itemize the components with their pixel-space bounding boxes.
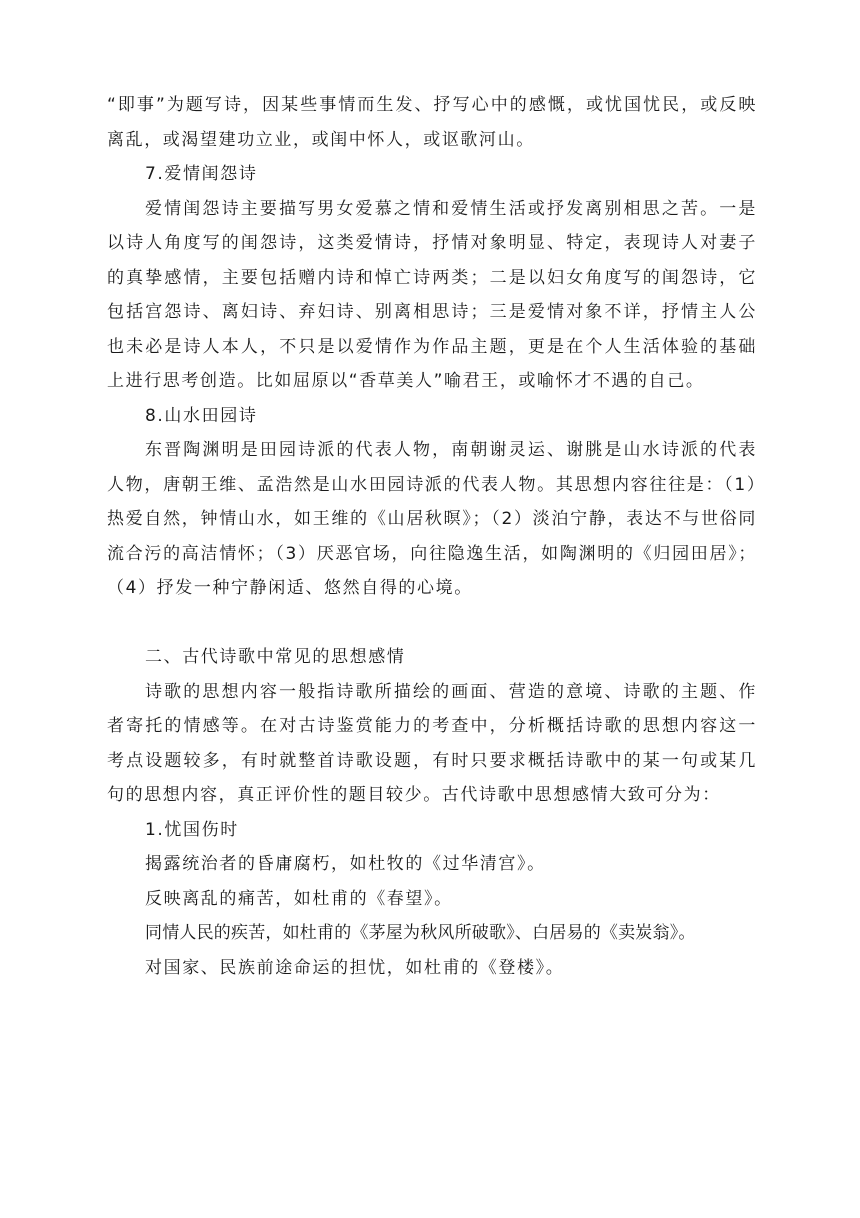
heading-love-poems: 7.爱情闺怨诗 [145,164,258,184]
paragraph-example-3: 同情人民的疾苦，如杜甫的《茅屋为秋风所破歌》、白居易的《卖炭翁》。 [145,923,696,943]
document-body [107,88,757,985]
paragraph-example-4: 对国家、民族前途命运的担忧，如杜甫的《登楼》。 [145,957,565,978]
section-heading-emotions: 二、古代诗歌中常见的思想感情 [145,647,406,667]
paragraph-example-2: 反映离乱的痛苦，如杜甫的《春望》。 [145,888,453,909]
heading-patriotism: 1.忧国伤时 [145,819,239,840]
paragraph-emotions-intro: 诗歌的思想内容一般指诗歌所描绘的画面、营造的意境、诗歌的主题、作者寄托的情感等。在对古诗鉴赏能力的考查中，分析概括诗歌的思想内容这一考点设题较多，有时就整首诗歌设题，有时只要求概括诗歌中的某一句或某几句的思想内容，真正评价性的题目较少。古代诗歌中思想感情大致可分为： [107,681,757,805]
paragraph-jishi: “即事”为题写诗，因某些事情而生发、抒写心中的感慨，或忧国忧民，或反映离乱，或渴望建功立业，或闺中怀人，或讴歌河山。 [107,95,757,150]
paragraph-landscape-poems: 东晋陶渊明是田园诗派的代表人物，南朝谢灵运、谢朓是山水诗派的代表人物，唐朝王维、孟浩然是山水田园诗派的代表人物。其思想内容往往是：（1）热爱自然，钟情山水，如王维的《山居秋暝》；（2）淡泊宁静，表达不与世俗同流合污的高洁情怀；（3）厌恶官场，向往隐逸生活，如陶渊明的《归园田居》；（4）抒发一种宁静闲适、悠然自得的心境。 [107,440,757,598]
paragraph-example-1: 揭露统治者的昏庸腐朽，如杜牧的《过华清宫》。 [145,854,546,874]
blank-line [107,606,757,641]
paragraph-love-poems: 爱情闺怨诗主要描写男女爱慕之情和爱情生活或抒发离别相思之苦。一是以诗人角度写的闺怨诗，这类爱情诗，抒情对象明显、特定，表现诗人对妻子的真挚感情，主要包括赠内诗和悼亡诗两类；二是以妇女角度写的闺怨诗，它包括宫怨诗、离妇诗、弃妇诗、别离相思诗；三是爱情对象不详，抒情主人公也未必是诗人本人，不只是以爱情作为作品主题，更是在个人生活体验的基础上进行思考创造。比如屈原以“香草美人”喻君王，或喻怀才不遇的自己。 [107,198,757,391]
heading-landscape-poems: 8.山水田园诗 [145,405,258,426]
